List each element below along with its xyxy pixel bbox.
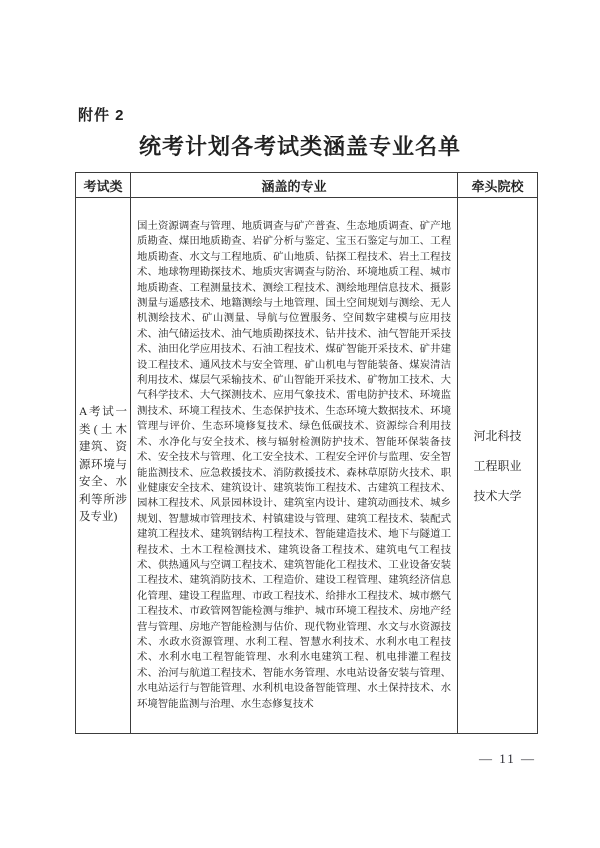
page-number: — 11 — — [478, 751, 536, 766]
covered-majors-cell: 国土资源调查与管理、地质调查与矿产普查、生态地质调查、矿产地质勘查、煤田地质勘查、岩矿分析与鉴定、宝玉石鉴定与加工、工程地质勘查、水文与工程地质、矿山地质、钻探工程技术、岩土工程技术、地球物理勘探技术、地质灾害调查与防治、环境地质工程、城市地质勘查、工程测量技术、测绘工程技术、测绘地理信息技术、摄影测量与遥感技术、地籍测绘与土地管理、国土空间规划与测绘、无人机测绘技术、矿山测量、导航与位置服务、空间数字建模与应用技术、油气储运技术、油气地质勘探技术、钻井技术、油气智能开采技术、油田化学应用技术、石油工程技术、煤矿智能开采技术、矿井建设工程技术、通风技术与安全管理、矿山机电与智能装备、煤炭清洁利用技术、煤层气采输技术、矿山智能开采技术、矿物加工技术、大气科学技术、大气探测技术、应用气象技术、雷电防护技术、环境监测技术、环境工程技术、生态保护技术、生态环境大数据技术、环境管理与评价、生态环境修复技术、绿色低碳技术、资源综合利用技术、水净化与安全技术、核与辐射检测防护技术、智能环保装备技术、安全技术与管理、化工安全技术、工程安全评价与监理、安全智能监测技术、应急救援技术、消防救援技术、森林草原防火技术、职业健康安全技术、建筑设计、建筑装饰工程技术、古建筑工程技术、园林工程技术、风景园林设计、建筑室内设计、建筑动画技术、城乡规划、智慧城市管理技术、村镇建设与管理、建筑工程技术、装配式建筑工程技术、建筑钢结构工程技术、智能建造技术、地下与隧道工程技术、土木工程检测技术、建筑设备工程技术、建筑电气工程技术、供热通风与空调工程技术、建筑智能化工程技术、工业设备安装工程技术、建筑消防技术、工程造价、建设工程管理、建筑经济信息化管理、建设工程监理、市政工程技术、给排水工程技术、城市燃气工程技术、市政管网智能检测与维护、城市环境工程技术、房地产经营与管理、房地产智能检测与估价、现代物业管理、水文与水资源技术、水政水资源管理、水利工程、智慧水利技术、水利水电工程技术、水利水电工程智能管理、水利水电建筑工程、机电排灌工程技术、治河与航道工程技术、智能水务管理、水电站设备安装与管理、水电站运行与智能管理、水利机电设备智能管理、水土保持技术、水环境智能监测与治理、水生态修复技术 — [131, 198, 458, 734]
header-covered-majors: 涵盖的专业 — [131, 173, 458, 198]
majors-table — [75, 172, 538, 734]
page-title: 统考计划各考试类涵盖专业名单 — [138, 134, 461, 159]
header-exam-category: 考试类 — [76, 173, 131, 198]
header-lead-institution: 牵头院校 — [458, 173, 538, 198]
table-header-row — [76, 173, 538, 198]
attachment-label: 附件 2 — [78, 107, 125, 124]
table-row — [76, 198, 538, 734]
lead-institution-cell: 河北科技工程职业技术大学 — [458, 198, 538, 734]
exam-category-cell: A考试一类(土木建筑、资源环境与安全、水利等所涉及专业) — [76, 198, 131, 734]
